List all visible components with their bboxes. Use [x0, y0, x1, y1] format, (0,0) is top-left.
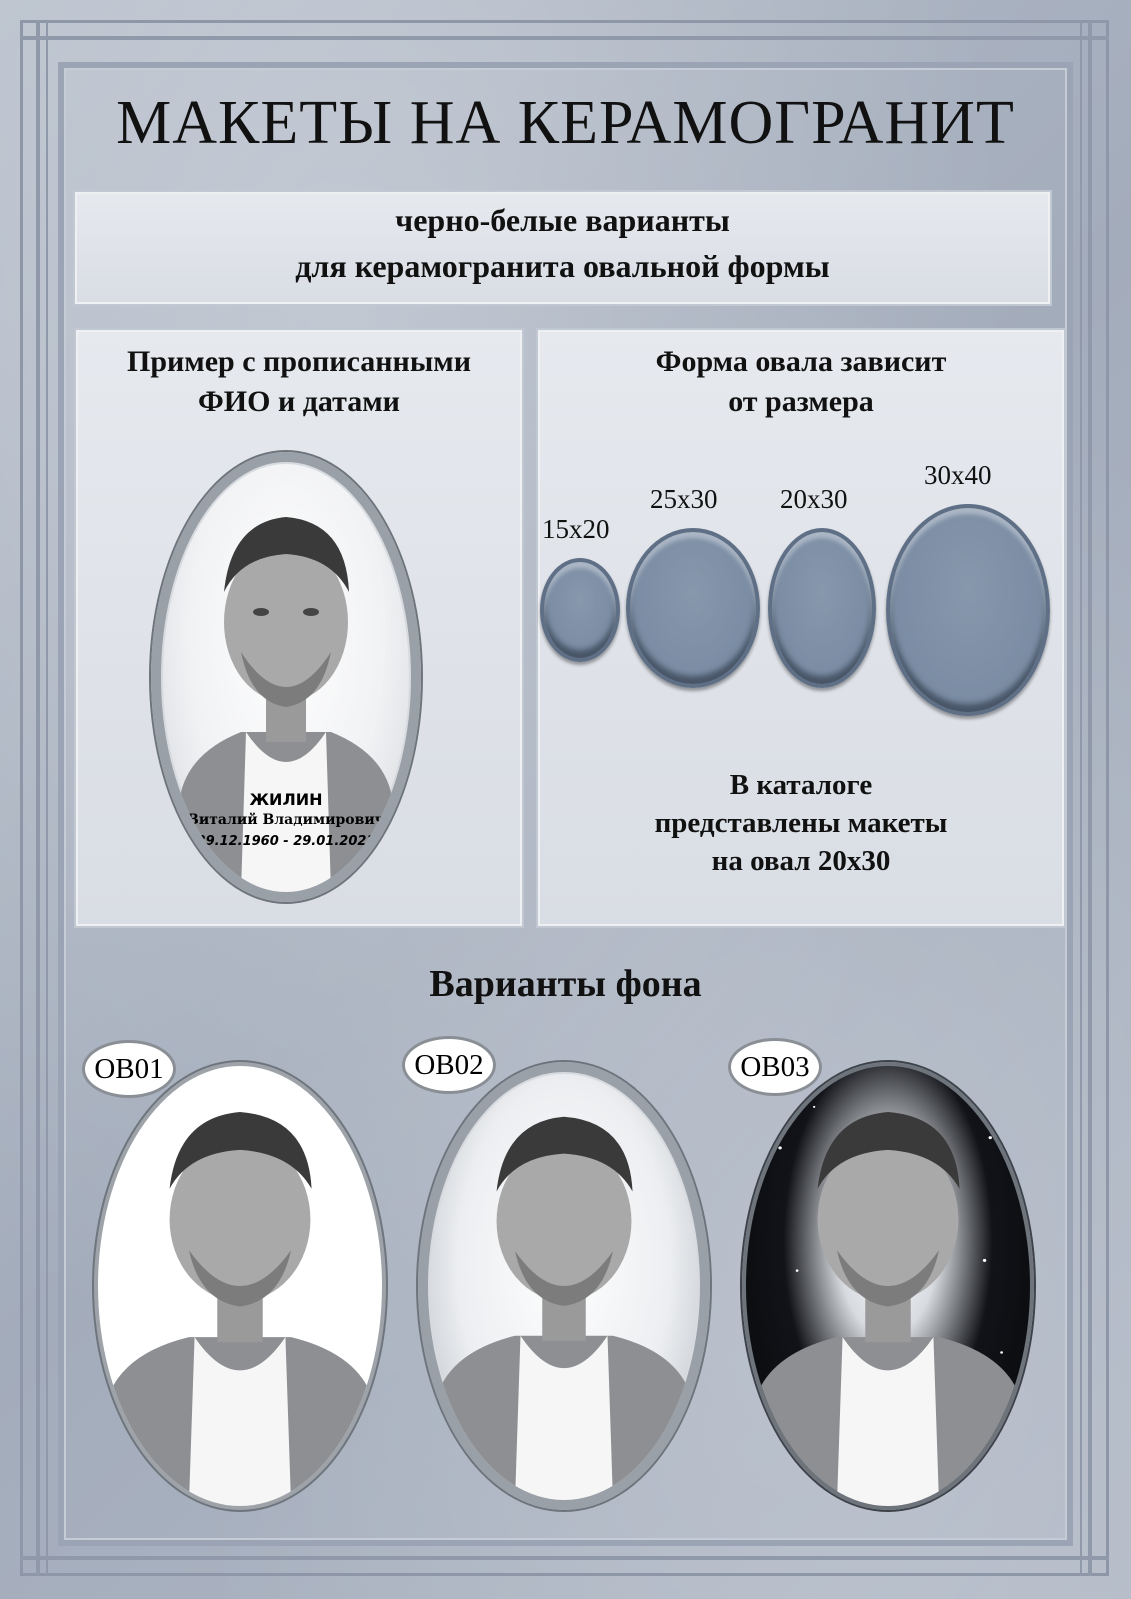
- variant-badge-ob03: ОВ03: [728, 1038, 822, 1096]
- page-title: МАКЕТЫ НА КЕРАМОГРАНИТ: [116, 89, 1015, 157]
- caption-surname: ЖИЛИН: [249, 790, 323, 809]
- size-label-30x40: 30x40: [924, 460, 992, 490]
- subtitle-line-1: черно-белые варианты: [395, 202, 730, 238]
- caption-name: Виталий Владимирович: [187, 812, 385, 828]
- example-portrait-oval: [151, 452, 421, 902]
- decor-line: [46, 20, 48, 1576]
- subtitle-line-2: для керамогранита овальной формы: [295, 248, 830, 284]
- background-variant-ob01: [94, 1062, 386, 1510]
- size-label-25x30: 25x30: [650, 484, 718, 514]
- portrait-silhouette-icon: [428, 1072, 700, 1500]
- size-oval-25x30: [626, 528, 760, 688]
- example-panel: [76, 330, 522, 926]
- sizes-heading-line-2: от размера: [728, 385, 874, 418]
- background-variant-ob03: [742, 1062, 1034, 1510]
- decor-line: [20, 1556, 1109, 1560]
- portrait-silhouette-icon: [98, 1066, 382, 1506]
- variant-badge-ob02: ОВ02: [402, 1036, 496, 1094]
- decor-line: [1080, 20, 1082, 1576]
- decor-line: [1088, 20, 1092, 1576]
- backgrounds-heading: Варианты фона: [429, 963, 702, 1005]
- example-heading-line-2: ФИО и датами: [198, 385, 400, 418]
- subtitle-panel: [75, 192, 1050, 304]
- catalog-line-1: В каталоге: [729, 769, 873, 801]
- size-oval-30x40: [886, 504, 1050, 716]
- size-label-20x30: 20x30: [780, 484, 848, 514]
- variant-badge-ob01: ОВ01: [82, 1040, 176, 1098]
- caption-dates: 29.12.1960 - 29.01.2021: [196, 834, 376, 849]
- portrait-silhouette-icon: [746, 1066, 1030, 1506]
- decor-line: [20, 36, 1109, 40]
- decor-line: [36, 20, 40, 1576]
- catalog-line-3: на овал 20x30: [711, 845, 891, 877]
- size-oval-20x30: [768, 528, 876, 688]
- catalog-note: [538, 766, 1064, 880]
- background-variant-ob02: [418, 1062, 710, 1510]
- example-heading-line-1: Пример с прописанными: [127, 345, 471, 378]
- catalog-line-2: представлены макеты: [654, 807, 948, 839]
- sizes-heading-line-1: Форма овала зависит: [655, 345, 947, 378]
- size-label-15x20: 15x20: [542, 514, 610, 544]
- size-oval-15x20: [540, 558, 620, 662]
